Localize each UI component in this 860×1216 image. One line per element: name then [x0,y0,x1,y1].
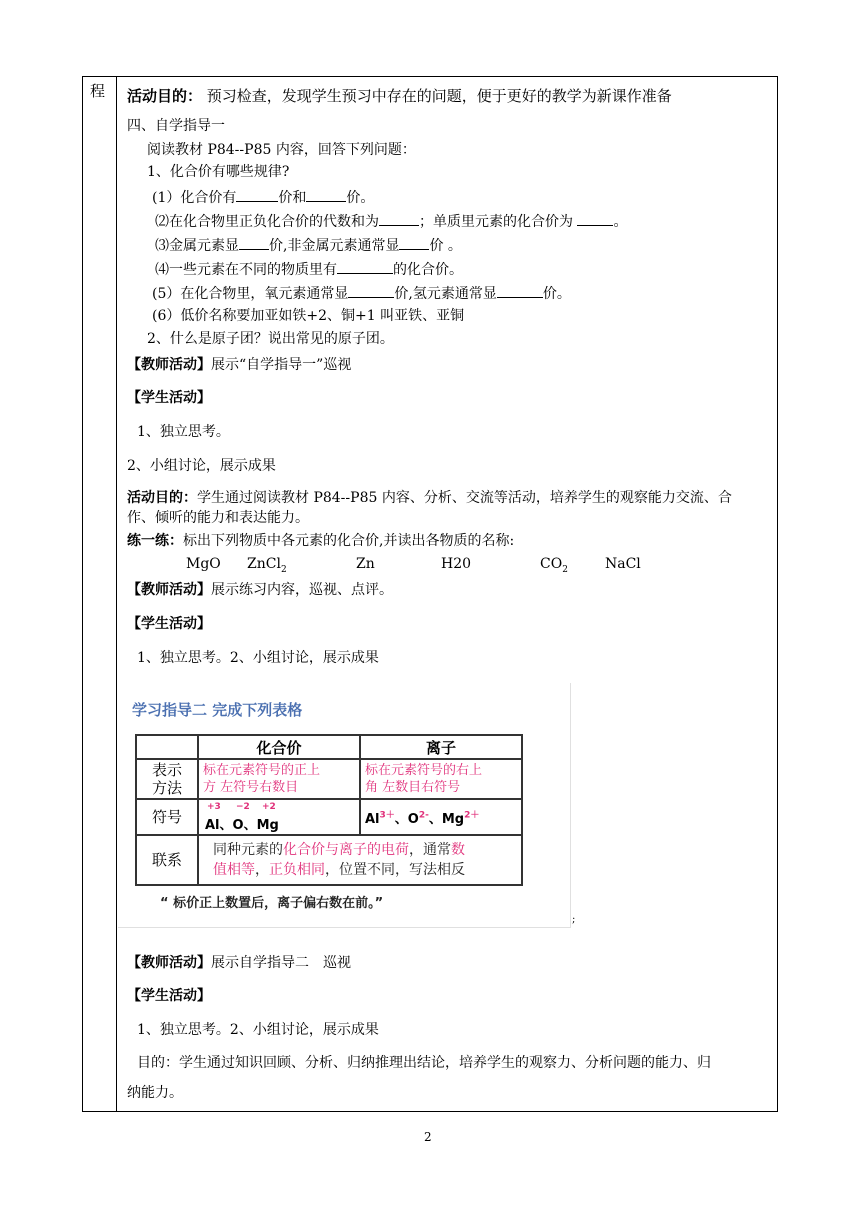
ion-symbols: $Al^{3+}$、$O^{2-}$、$Mg^{2+}$ [360,799,522,835]
mnemonic-quote: “ 标价正上数置后，离子偏右数在前。” [160,896,384,911]
blank[interactable] [239,235,269,250]
blank[interactable] [497,283,543,298]
valence-method: 标在元素符号的正上 方 左符号右数目 [198,759,360,799]
section-heading: 四、自学指导一 [127,118,225,134]
formula-h2o: H20 [441,556,472,572]
ion-method: 标在元素符号的右上 角 左数目右符号 [360,759,522,799]
teacher-activity-1: 【教师活动】展示“自学指导一”巡视 [127,357,352,373]
page-number: 2 [424,1130,432,1144]
blank[interactable] [399,235,429,250]
rule-3: ⑶金属元素显 价,非金属元素通常显 价 。 [155,235,462,256]
teacher-activity-2: 【教师活动】展示练习内容，巡视、点评。 [127,582,393,598]
figure-title: 学习指导二 完成下列表格 [132,701,303,719]
blank[interactable] [348,283,394,298]
rule-4: ⑷一些元素在不同的物质里有 的化合价。 [155,259,463,280]
student-activity-1: 【学生活动】 [127,390,211,406]
purpose-line-cont: 纳能力。 [127,1085,183,1101]
student-steps-3: 1、独立思考。2、小组讨论，展示成果 [137,1022,379,1038]
left-column-label: 程 [90,82,106,100]
header-ion: 离子 [360,735,522,759]
reading-instruction: 阅读教材 P84--P85 内容，回答下列问题： [147,142,416,158]
step-discuss: 2、小组讨论，展示成果 [127,458,276,474]
formula-zn: Zn [356,556,375,572]
header-valence: 化合价 [198,735,360,759]
rule-6: (6）低价名称要加亚如铁+2、铜+1 叫亚铁、亚铜 [152,308,465,324]
student-steps-2: 1、独立思考。2、小组讨论，展示成果 [137,650,379,666]
question-2: 2、什么是原子团？说出常见的原子团。 [147,331,394,347]
blank[interactable] [236,187,278,202]
practice-line: 练一练：标出下列物质中各元素的化合价,并读出各物质的名称: [127,533,515,549]
rule-5: (5）在化合物里，氧元素通常显 价,氢元素通常显 价。 [152,283,571,304]
step-think: 1、独立思考。 [137,424,230,440]
activity-goal-2-cont: 作、倾听的能力和表达能力。 [127,510,309,526]
formula-nacl: NaCl [605,556,641,572]
student-activity-2: 【学生活动】 [127,616,211,632]
row-label-method: 表示 方法 [136,759,198,799]
teacher-activity-3: 【教师活动】展示自学指导二 巡视 [127,955,351,971]
header-empty [136,735,198,759]
row-label-symbol: 符号 [136,799,198,835]
blank[interactable] [337,259,393,274]
blank[interactable] [306,187,346,202]
semicolon: ; [572,914,576,925]
formula-zncl2: ZnCl$_2$ [247,556,287,575]
embedded-figure [118,683,571,928]
relation-text: 同种元素的化合价与离子的电荷，通常数 值相等，正负相同，位置不同，写法相反 [198,835,522,885]
blank[interactable] [577,211,613,226]
activity-goal-2: 活动目的：学生通过阅读教材 P84--P85 内容、分析、交流等活动，培养学生的观察能力交流、合 [127,490,732,506]
valence-symbols: +3 −2 +2 Al、O、Mg [198,799,360,835]
rule-1: (1）化合价有 价和 价。 [152,187,374,208]
formula-co2: $CO_2$ [540,556,568,575]
purpose-line: 目的：学生通过知识回顾、分析、归纳推理出结论，培养学生的观察力、分析问题的能力、归 [137,1055,711,1071]
rule-2: ⑵在化合物里正负化合价的代数和为 ；单质里元素的化合价为 。 [155,211,627,232]
column-divider [116,76,117,1112]
student-activity-3: 【学生活动】 [127,988,211,1004]
activity-goal-line: 活动目的： 预习检查，发现学生预习中存在的问题，便于更好的教学为新课作准备 [127,87,672,105]
question-1: 1、化合价有哪些规律? [147,164,290,180]
blank[interactable] [379,211,419,226]
comparison-table [135,734,523,886]
formula-mgo: MgO [186,556,221,572]
row-label-relation: 联系 [136,835,198,885]
